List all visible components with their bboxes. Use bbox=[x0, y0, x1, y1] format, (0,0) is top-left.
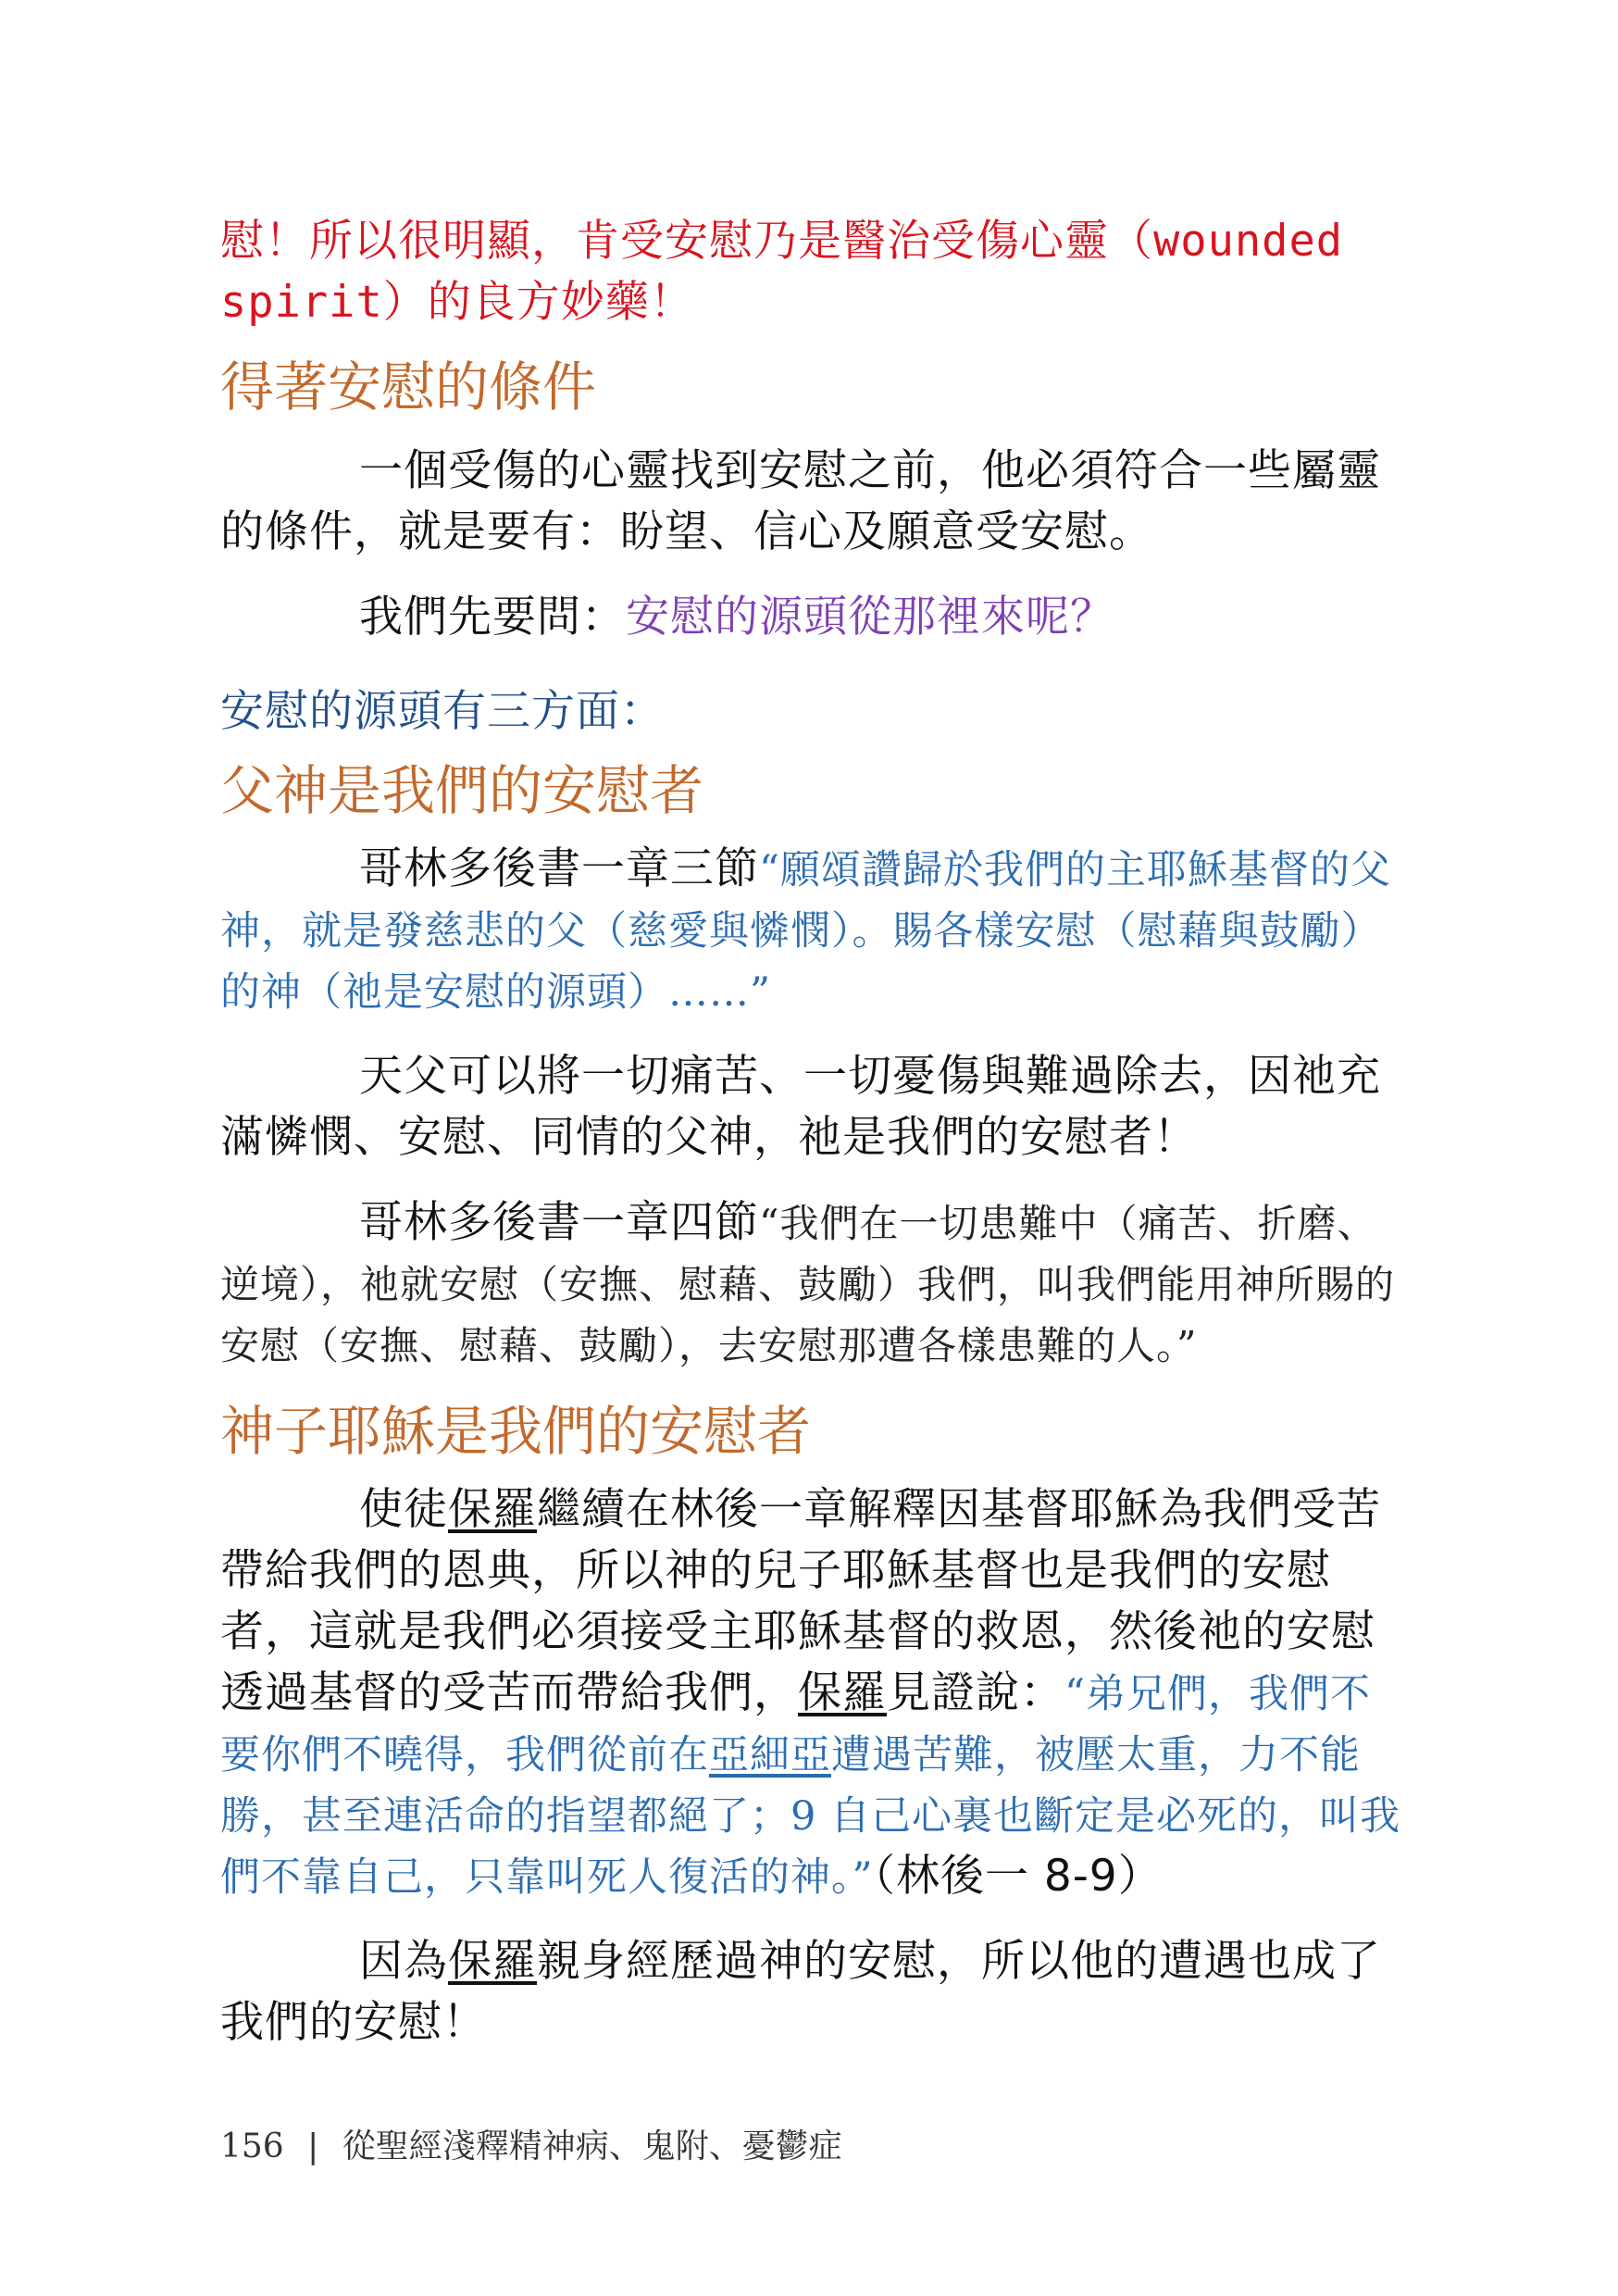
father-verse2-paragraph bbox=[220, 1192, 1405, 1376]
son-quote-2: 遭遇苦難，被壓太重，力不能勝，甚至連活命的指望都絕了；9 自己心裏也斷定是必死的，叫我們不靠自己，只靠叫死人復活的神。” bbox=[220, 1732, 1401, 1901]
father-verse-ref: 哥林多後書一章三節 bbox=[359, 843, 759, 894]
footer-separator: | bbox=[307, 2128, 319, 2165]
asia-name: 亞細亞 bbox=[709, 1732, 831, 1778]
father-verse-quote: “願頌讚歸於我們的主耶穌基督的父神，就是發慈悲的父（慈愛與憐憫）。賜各樣安慰（慰藉與鼓勵）的神（祂是安慰的源頭）……” bbox=[220, 847, 1391, 1016]
comfort-word-2: 安慰 bbox=[220, 1323, 301, 1368]
page-number: 156 bbox=[220, 2128, 284, 2165]
father-verse2-ref: 哥林多後書一章四節 bbox=[359, 1197, 759, 1248]
question-text: 安慰的源頭從那裡來呢？ bbox=[626, 592, 1114, 643]
question-paragraph bbox=[220, 587, 1405, 648]
paul-experience-paragraph bbox=[220, 1931, 1405, 2053]
paul-exp-b: 親身經歷過神的安慰，所以他的遭遇也成了我們的安慰！ bbox=[220, 1936, 1381, 2048]
father-comfort-paragraph: 天父可以將一切痛苦、一切憂傷與難過除去，因祂充滿憐憫、安慰、同情的父神，祂是我們的安慰者！ bbox=[220, 1051, 1381, 1163]
intro-text-d: ）的良方妙藥！ bbox=[382, 277, 694, 328]
paul-name-2: 保羅 bbox=[798, 1667, 887, 1718]
page-footer bbox=[220, 2120, 842, 2167]
paul-name-3: 保羅 bbox=[448, 1936, 537, 1987]
intro-text-a: 慰！所以很明顯， bbox=[220, 216, 576, 267]
son-quote-ref: （林後一 8-9） bbox=[873, 1851, 1163, 1902]
conditions-paragraph: 一個受傷的心靈找到安慰之前，他必須符合一些屬靈的條件，就是要有：盼望、信心及願意受安慰。 bbox=[220, 445, 1381, 557]
father-verse-paragraph bbox=[220, 839, 1405, 1022]
section-heading-son: 神子耶穌是我們的安慰者 bbox=[220, 1400, 812, 1463]
son-text-a: 使徒 bbox=[359, 1484, 448, 1535]
intro-text-english: wounded spirit bbox=[220, 216, 1344, 328]
son-paragraph bbox=[220, 1479, 1405, 1907]
father-verse2-quote-1: “我們在一切患難中（痛苦、折磨、逆境），祂就 bbox=[220, 1201, 1377, 1307]
son-text-b: 繼續在林後一章解釋因基督耶穌為我們受苦帶給我們的恩典，所以神的兒子耶穌基督也是我們的安慰者，這就是我們必須接受主耶穌基督的救恩，然後祂的安慰透過基督的受苦而帶給我們， bbox=[220, 1484, 1381, 1718]
section-heading-conditions: 得著安慰的條件 bbox=[220, 356, 597, 418]
book-title: 從聖經淺釋精神病、鬼附、憂鬱症 bbox=[342, 2128, 842, 2165]
father-verse2-quote-4: 那遭各樣患難的人。” bbox=[838, 1323, 1198, 1368]
comfort-word-3: 安慰 bbox=[758, 1323, 839, 1368]
paul-name-1: 保羅 bbox=[448, 1484, 537, 1535]
father-verse2-quote-3: （安撫、慰藉、鼓勵），去 bbox=[300, 1323, 759, 1368]
father-verse2-quote-2: （安撫、慰藉、鼓勵）我們，叫我們能用神所賜的 bbox=[519, 1262, 1396, 1307]
paul-exp-a: 因為 bbox=[359, 1936, 448, 1987]
section-heading-father: 父神是我們的安慰者 bbox=[220, 759, 704, 822]
intro-paragraph bbox=[220, 211, 1405, 333]
son-text-c: 見證說： bbox=[887, 1667, 1064, 1718]
question-lead: 我們先要問： bbox=[359, 592, 626, 643]
son-quote-1: “弟兄們，我們不要你們不曉得，我們從前在 bbox=[220, 1671, 1371, 1778]
comfort-word-1: 安慰 bbox=[440, 1262, 520, 1307]
intro-text-b: 肯受安慰乃是醫治受傷心靈（ bbox=[576, 216, 1153, 267]
page-body bbox=[220, 211, 1405, 2053]
sources-intro: 安慰的源頭有三方面： bbox=[220, 686, 665, 737]
